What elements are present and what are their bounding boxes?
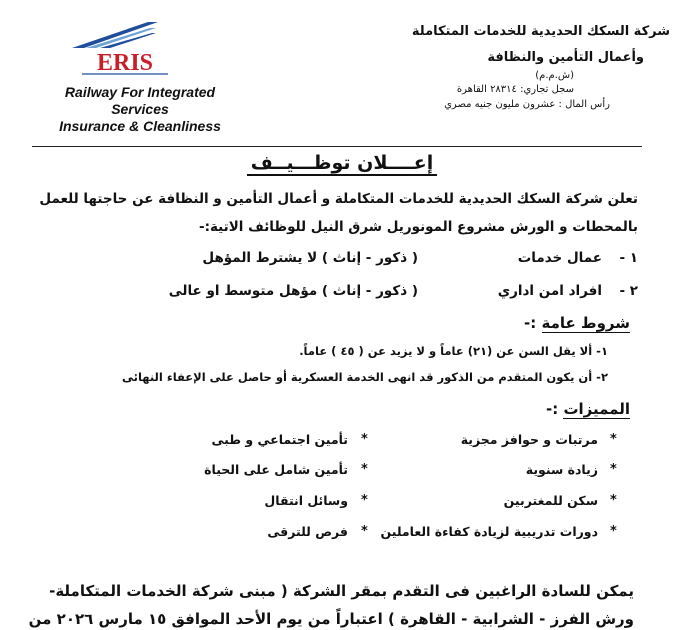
feature-item: سكن للمغتربين [503,493,598,508]
apply-instructions-line-2: ورش الفرز - الشرابية - القاهرة ) اعتباراً من يوم الأحد الموافق ١٥ مارس ٢٠٢٦ من [28,610,634,628]
features-heading [546,400,630,418]
job-requirement: ( ذكور - إناث ) لا يشترط المؤهل [202,250,418,266]
conditions-heading-text: شروط عامة [541,314,630,332]
company-name-arabic: شركة السكك الحديدية للخدمات المتكاملة [411,24,670,39]
bullet-star: * [361,432,368,447]
features-heading-suffix: :- [545,400,559,418]
feature-item: دورات تدريبية لزيادة كفاءة العاملين [380,524,598,539]
bullet-star: * [610,493,617,508]
bullet-star: * [610,462,617,477]
job-requirement: ( ذكور - إناث ) مؤهل متوسط او عالى [168,283,418,299]
english-name-line-3: Insurance & Cleanliness [59,118,221,134]
job-title: عمال خدمات [517,250,602,266]
condition-item: ١- ألا يقل السن عن (٢١) عاماً و لا يزيد عن ( ٤٥ ) عاماً. [299,344,608,358]
english-name-line-1: Railway For Integrated [64,84,216,100]
condition-item: ٢- أن يكون المتقدم من الذكور قد انهى الخدمة العسكرية أو حاصل على الإعفاء النهائى [122,370,608,384]
bullet-star: * [361,462,368,477]
bullet-star: * [361,493,368,508]
company-capital: رأس المال : عشرون مليون جنيه مصري [444,99,610,110]
header-divider [32,146,642,147]
rail-stripes-icon [72,22,162,48]
conditions-heading [524,314,630,332]
english-name-line-2: Services [111,101,169,117]
feature-item: زيادة سنوية [525,462,598,477]
logo-text: ERIS [96,50,154,76]
job-title: افراد امن اداري [497,283,602,299]
job-number: ٢ - [619,283,638,299]
bullet-star: * [610,432,617,447]
bullet-star: * [361,524,368,539]
eris-logo [70,18,180,76]
intro-line-1: تعلن شركة السكك الحديدية للخدمات المتكاملة و أعمال التأمين و النظافة عن حاجتها للعمل [39,191,638,207]
conditions-heading-suffix: :- [524,314,537,332]
feature-item: تأمين شامل على الحياة [204,462,348,477]
feature-item: تأمين اجتماعي و طبى [211,432,348,447]
company-type: (ش.م.م) [535,70,574,81]
features-heading-text: المميزات [563,400,630,418]
job-number: ١ - [619,250,638,266]
page-title [0,152,684,174]
commercial-register: سجل تجاري: ٢٨٣١٤ القاهرة [456,84,574,95]
feature-item: فرص للترقى [267,524,348,539]
feature-item: مرتبات و حوافز مجزية [460,432,598,447]
company-subtitle-arabic: وأعمال التأمين والنظافة [487,50,644,65]
bullet-star: * [610,524,617,539]
apply-instructions-line-1: يمكن للسادة الراغبين فى التقدم بمقر الشركة ( مبنى شركة الخدمات المتكاملة- [49,582,634,600]
page-title-text: إعــــلان توظـــيــف [247,152,438,176]
intro-line-2: بالمحطات و الورش مشروع المونوريل شرق النيل للوظائف الاتية:- [198,219,638,235]
feature-item: وسائل انتقال [264,493,348,508]
